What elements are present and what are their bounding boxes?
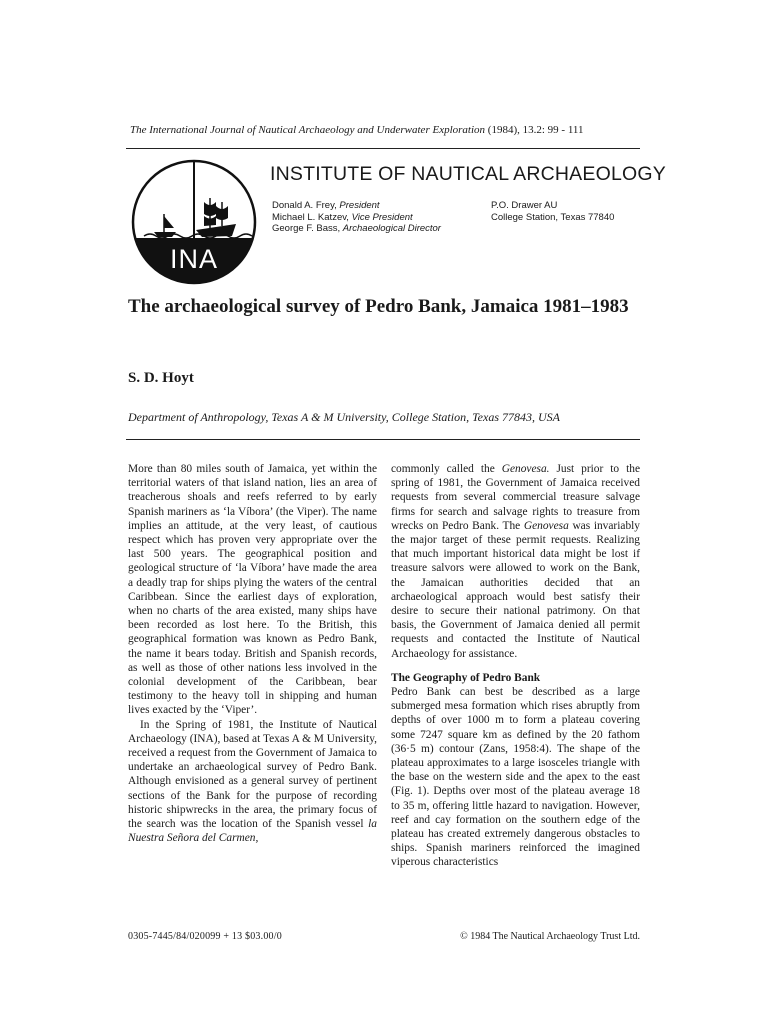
body-paragraph: In the Spring of 1981, the Institute of Nautical Archaeology (INA), based at Texas A & M University, received a request from the Government of Jamaica to undertake an archaeological survey of Pedro Bank. Although envisioned as a general survey of pertinent sections of the Bank for the purpose of recording historic shipwrecks in the area, the primary focus of the search was the location of the Spanish vessel la Nuestra Señora del Carmen, <box>128 718 377 845</box>
officer-line: Donald A. Frey, President <box>272 200 380 211</box>
institute-address <box>491 200 614 223</box>
body-paragraph: Pedro Bank can best be described as a large submerged mesa formation which rises abruptly from depths of over 1000 m to form a plateau covering some 7247 square km as defined by the 20 fathom (36·5 m) contour (Zans, 1958:4). The shape of the plateau approximates to a large isosceles triangle with the base on the western side and the apex to the east (Fig. 1). Depths over most of the plateau average 18 to 35 m, offering little hazard to navigation. However, reef and cay formation on the southern edge of the plateau has created extremely dangerous obstacles to ships. Spanish mariners reinforced the imagined viperous characteristics <box>391 686 640 869</box>
author-affiliation: Department of Anthropology, Texas A & M University, College Station, Texas 77843, USA <box>128 410 560 424</box>
address-line: P.O. Drawer AU <box>491 200 558 211</box>
institute-name: INSTITUTE OF NAUTICAL ARCHAEOLOGY <box>270 163 666 185</box>
body-column-left <box>128 462 377 845</box>
section-heading: The Geography of Pedro Bank <box>391 671 541 684</box>
body-column-right <box>391 462 640 870</box>
footer-code: 0305-7445/84/020099 + 13 $03.00/0 <box>128 931 282 942</box>
officer-line: George F. Bass, Archaeological Director <box>272 223 441 234</box>
footer-copyright: © 1984 The Nautical Archaeology Trust Ltd. <box>460 931 640 942</box>
officer-line: Michael L. Katzev, Vice President <box>272 211 413 223</box>
journal-header <box>130 124 640 136</box>
officers-list <box>272 200 441 235</box>
address-line: College Station, Texas 77840 <box>491 211 615 223</box>
article-author: S. D. Hoyt <box>128 370 194 386</box>
journal-citation: (1984), 13.2: 99 - 111 <box>487 124 584 136</box>
article-title: The archaeological survey of Pedro Bank, Jamaica 1981–1983 <box>128 296 629 317</box>
ina-logo-text: INA <box>169 244 218 274</box>
title-rule <box>126 439 640 440</box>
journal-name: The International Journal of Nautical Archaeology and Underwater Exploration <box>130 124 486 136</box>
header-rule <box>126 148 640 149</box>
body-paragraph: More than 80 miles south of Jamaica, yet within the territorial waters of that island nation, lies an area of treacherous shoals and reefs referred to by early Spanish mariners as ‘la Víbora’ (the Viper). The name implies an attitude, at the very least, of cautious respect which has proven very appropriate over the last 500 years. The geographical position and geological structure of ‘la Víbora’ have made the area a deadly trap for ships plying the waters of the central Caribbean. Since the earliest days of exploration, when no charts of the area existed, many ships have been recorded as lost here. To the British, this geographical formation was known as Pedro Bank, the name it bears today. British and Spanish records, as well as those of other nations less involved in the colonial development of the Caribbean, bear testimony to the heavy toll in shipping and human lives exacted by the ‘Viper’. <box>128 463 377 717</box>
body-paragraph-continued: commonly called the Genovesa. Just prior to the spring of 1981, the Government of Jamaica received requests from several commercial treasure salvage firms for search and salvage rights to treasure from wrecks on Pedro Bank. The Genovesa was invariably the major target of these permit requests. Realizing that much important historical data might be lost if treasure salvors were allowed to work on the Bank, the Jamaican authorities decided that an archaeological approach would best satisfy their desire to secure their national patrimony. On that basis, the Government of Jamaica denied all permit requests and contacted the Institute of Nautical Archaeology for assistance. <box>391 463 640 660</box>
